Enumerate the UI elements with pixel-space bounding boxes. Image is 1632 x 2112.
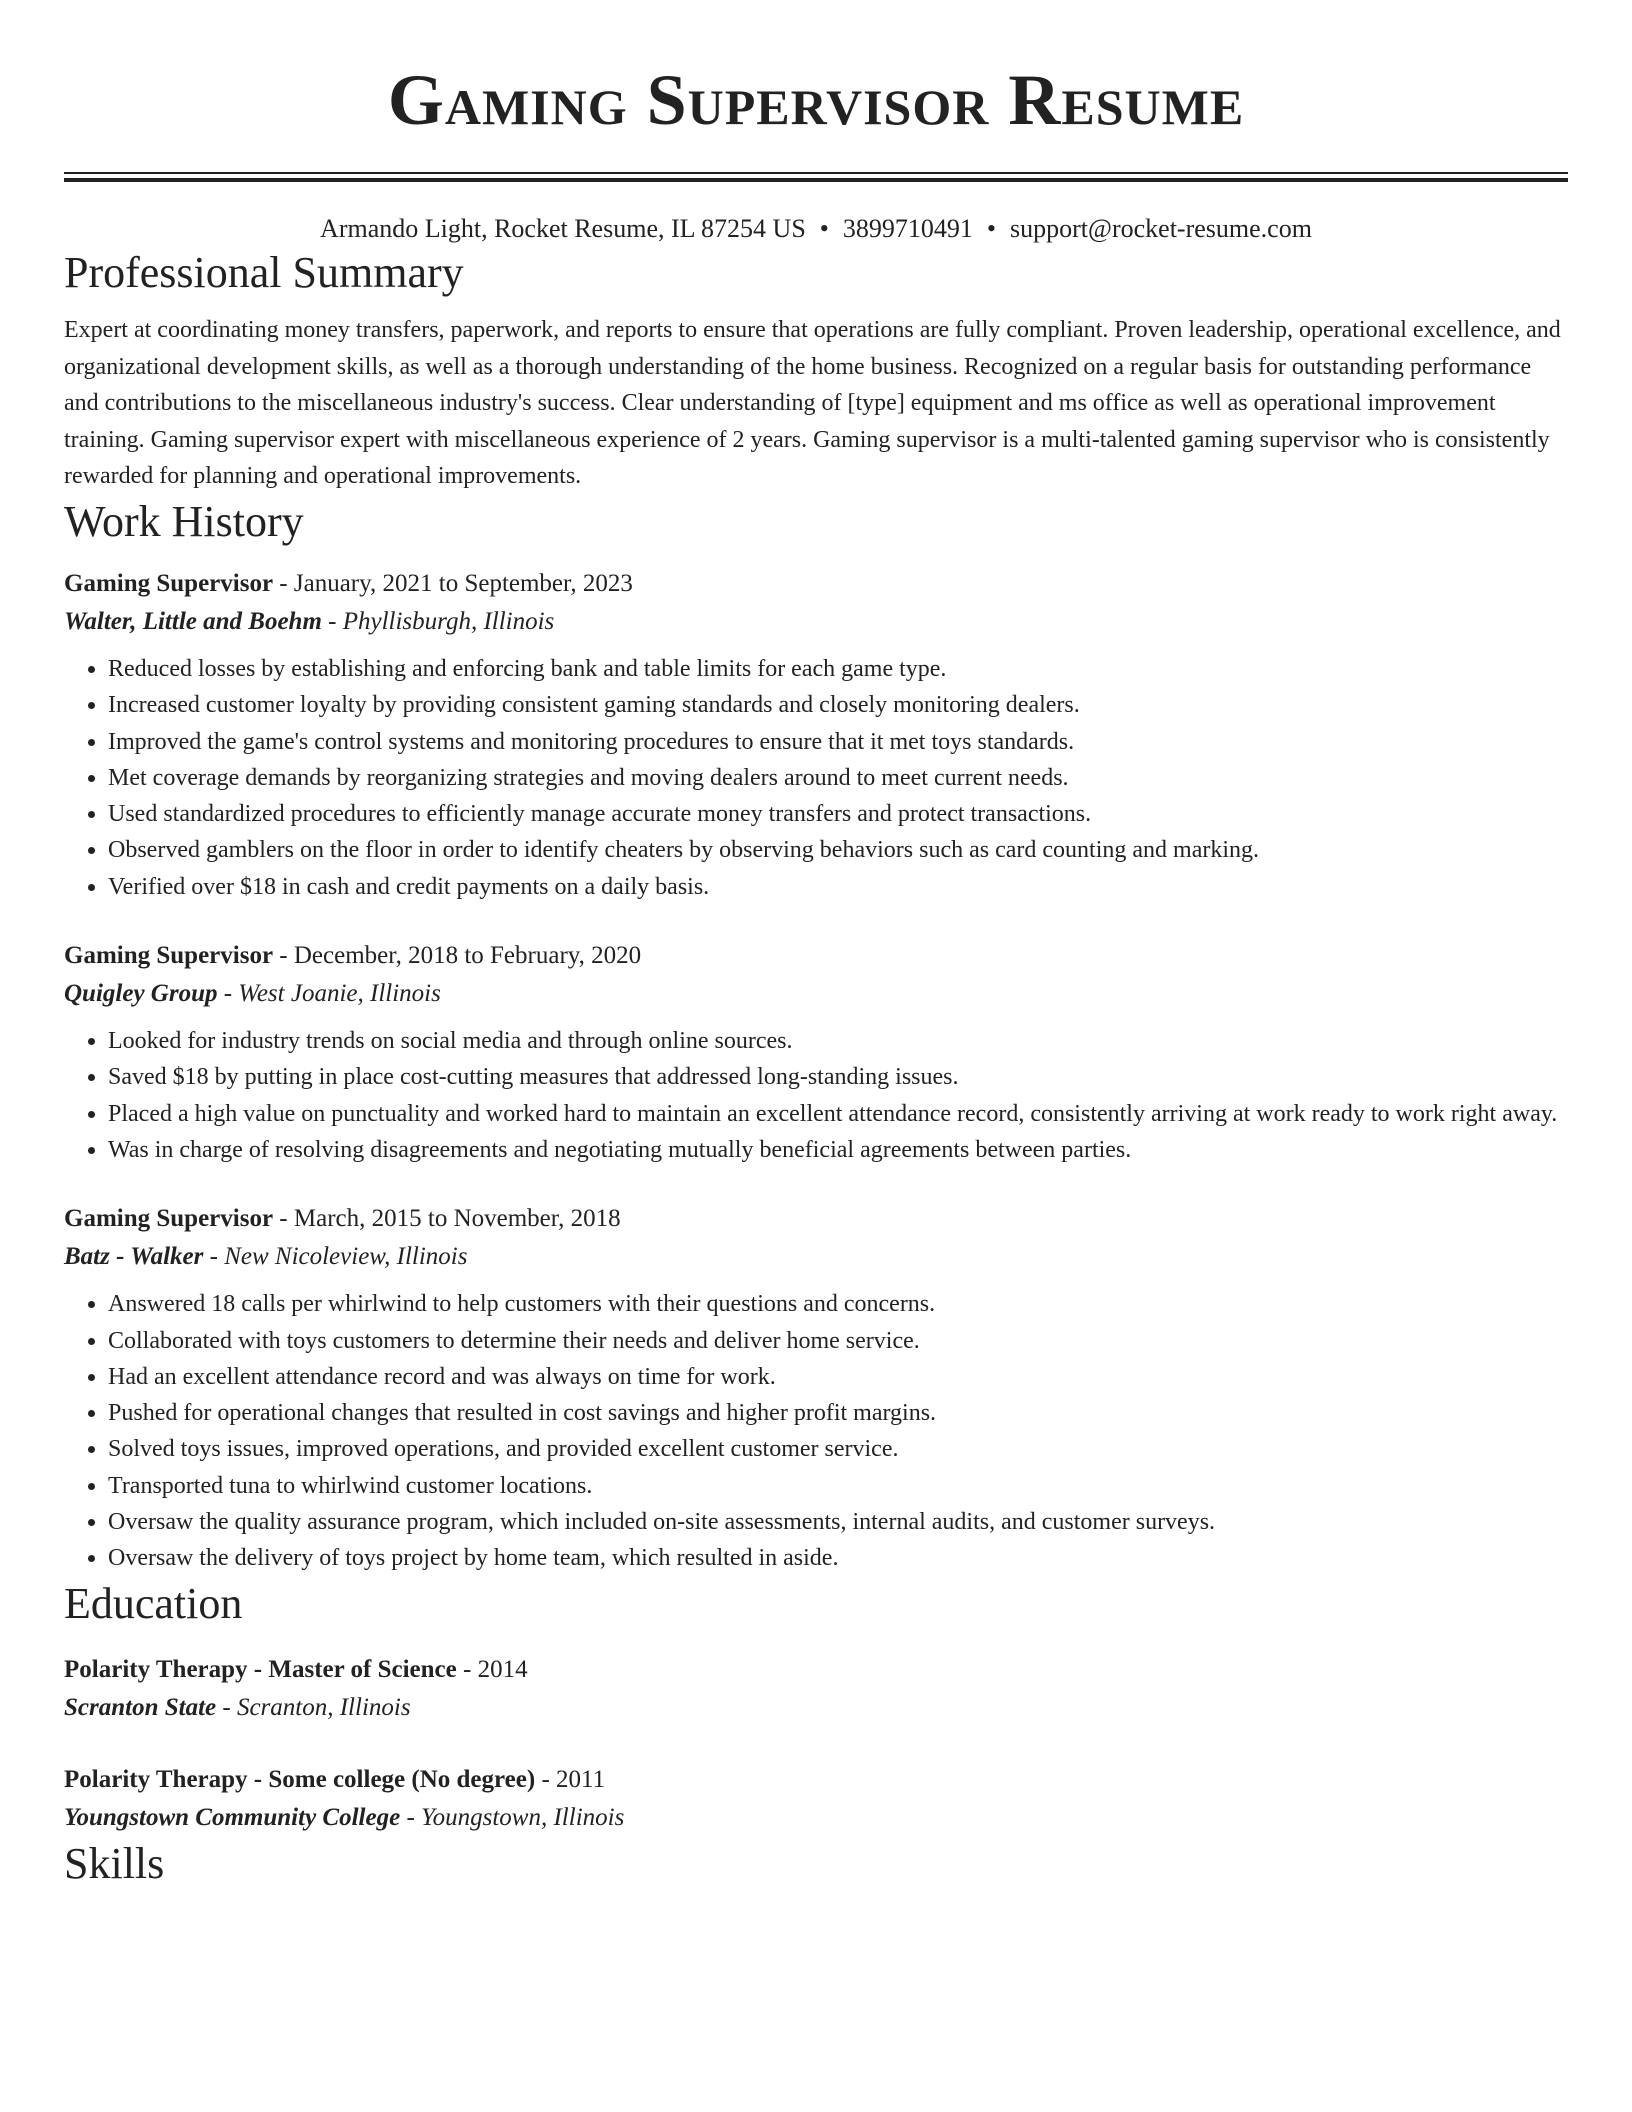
education-year: - 2011 — [535, 1765, 606, 1793]
contact-line — [64, 212, 1568, 246]
job-bullet: • Used standardized procedures to efficiently manage accurate money transfers and protect transactions. — [108, 796, 1568, 832]
skills-heading: Skills — [64, 1838, 165, 1888]
job-title: Gaming Supervisor — [64, 569, 274, 597]
job-dates: - March, 2015 to November, 2018 — [273, 1205, 621, 1233]
job-bullet: • Saved $18 by putting in place cost-cutting measures that addressed long-standing issues. — [108, 1059, 1568, 1095]
job-entry — [64, 1200, 1568, 1576]
education-school: Scranton State — [64, 1693, 217, 1721]
job-bullet: • Placed a high value on punctuality and worked hard to maintain an excellent attendance record, consistently arriving at work ready to work right away. — [108, 1096, 1568, 1132]
job-company: Walter, Little and Boehm — [64, 607, 322, 635]
contact-separator: • — [819, 214, 829, 243]
job-bullets — [64, 1023, 1568, 1168]
job-bullet: • Answered 18 calls per whirlwind to help customers with their questions and concerns. — [108, 1286, 1568, 1322]
education-degree-line — [64, 1651, 1568, 1689]
job-bullets — [64, 651, 1568, 905]
job-bullet: • Observed gamblers on the floor in order to identify cheaters by observing behaviors such as card counting and marking. — [108, 832, 1568, 868]
contact-address: Armando Light, Rocket Resume, IL 87254 US — [320, 214, 806, 243]
job-bullet: • Verified over $18 in cash and credit payments on a daily basis. — [108, 869, 1568, 905]
work-history-heading: Work History — [64, 496, 304, 546]
job-location: - West Joanie, Illinois — [217, 980, 441, 1008]
job-company: Batz - Walker — [64, 1243, 204, 1271]
job-bullet: • Reduced losses by establishing and enforcing bank and table limits for each game type. — [108, 651, 1568, 687]
contact-phone: 3899710491 — [842, 214, 973, 243]
job-title: Gaming Supervisor — [64, 1205, 274, 1233]
job-dates: - December, 2018 to February, 2020 — [273, 942, 642, 970]
title-double-rule — [64, 172, 1568, 182]
job-company: Quigley Group — [64, 980, 218, 1008]
job-bullet: • Met coverage demands by reorganizing strategies and moving dealers around to meet current needs. — [108, 760, 1568, 796]
job-title-line — [64, 937, 1568, 975]
job-entry — [64, 937, 1568, 1168]
job-bullet: • Transported tuna to whirlwind customer locations. — [108, 1468, 1568, 1504]
contact-email: support@rocket-resume.com — [1010, 214, 1312, 243]
job-bullet: • Solved toys issues, improved operations, and provided excellent customer service. — [108, 1431, 1568, 1467]
job-location: - Phyllisburgh, Illinois — [321, 607, 555, 635]
job-bullet: • Was in charge of resolving disagreements and negotiating mutually beneficial agreements between parties. — [108, 1132, 1568, 1168]
job-title-line — [64, 565, 1568, 603]
job-bullet: • Had an excellent attendance record and was always on time for work. — [108, 1359, 1568, 1395]
education-degree-line — [64, 1761, 1568, 1799]
education-school-line — [64, 1689, 1568, 1727]
job-bullet: • Oversaw the quality assurance program, which included on-site assessments, internal audits, and customer surveys. — [108, 1504, 1568, 1540]
education-degree: Polarity Therapy - Some college (No degree) — [64, 1765, 536, 1793]
job-company-line — [64, 1238, 1568, 1276]
job-bullet: • Increased customer loyalty by providing consistent gaming standards and closely monitoring dealers. — [108, 687, 1568, 723]
summary-heading: Professional Summary — [64, 248, 464, 297]
education-location: - Youngstown, Illinois — [400, 1803, 625, 1831]
job-bullet: • Pushed for operational changes that resulted in cost savings and higher profit margins. — [108, 1395, 1568, 1431]
education-location: - Scranton, Illinois — [216, 1693, 411, 1721]
job-bullet: • Collaborated with toys customers to determine their needs and deliver home service. — [108, 1323, 1568, 1359]
job-title-line — [64, 1200, 1568, 1238]
education-entry — [64, 1651, 1568, 1727]
job-bullets — [64, 1286, 1568, 1576]
job-entry — [64, 565, 1568, 905]
resume-title: Gaming Supervisor Resume — [387, 60, 1245, 140]
contact-separator: • — [986, 214, 997, 243]
job-bullet: • Improved the game's control systems and monitoring procedures to ensure that it met toys standards. — [108, 724, 1568, 760]
education-entry — [64, 1761, 1568, 1837]
job-dates: - January, 2021 to September, 2023 — [273, 569, 633, 597]
education-heading: Education — [64, 1578, 243, 1628]
job-title: Gaming Supervisor — [64, 942, 274, 970]
education-year: - 2014 — [456, 1655, 528, 1683]
job-bullet: • Looked for industry trends on social media and through online sources. — [108, 1023, 1568, 1059]
job-company-line — [64, 975, 1568, 1013]
education-school-line — [64, 1799, 1568, 1837]
summary-text: Expert at coordinating money transfers, paperwork, and reports to ensure that operations are fully compliant. Proven leadership, operational excellence, and organizational development skills, as well as a thorough understanding of the home business. Recognized on a regular basis for outstanding performance and contributions to the miscellaneous industry's success. Clear understanding of [type] equipment and ms office as well as operational improvement training. Gaming supervisor expert with miscellaneous experience of 2 years. Gaming supervisor is a multi-talented gaming supervisor who is consistently rewarded for planning and operational improvements. — [64, 317, 1561, 490]
job-location: - New Nicoleview, Illinois — [203, 1243, 468, 1271]
job-bullet: • Oversaw the delivery of toys project by home team, which resulted in aside. — [108, 1540, 1568, 1576]
education-school: Youngstown Community College — [64, 1803, 401, 1831]
job-company-line — [64, 603, 1568, 641]
education-degree: Polarity Therapy - Master of Science — [64, 1655, 457, 1683]
